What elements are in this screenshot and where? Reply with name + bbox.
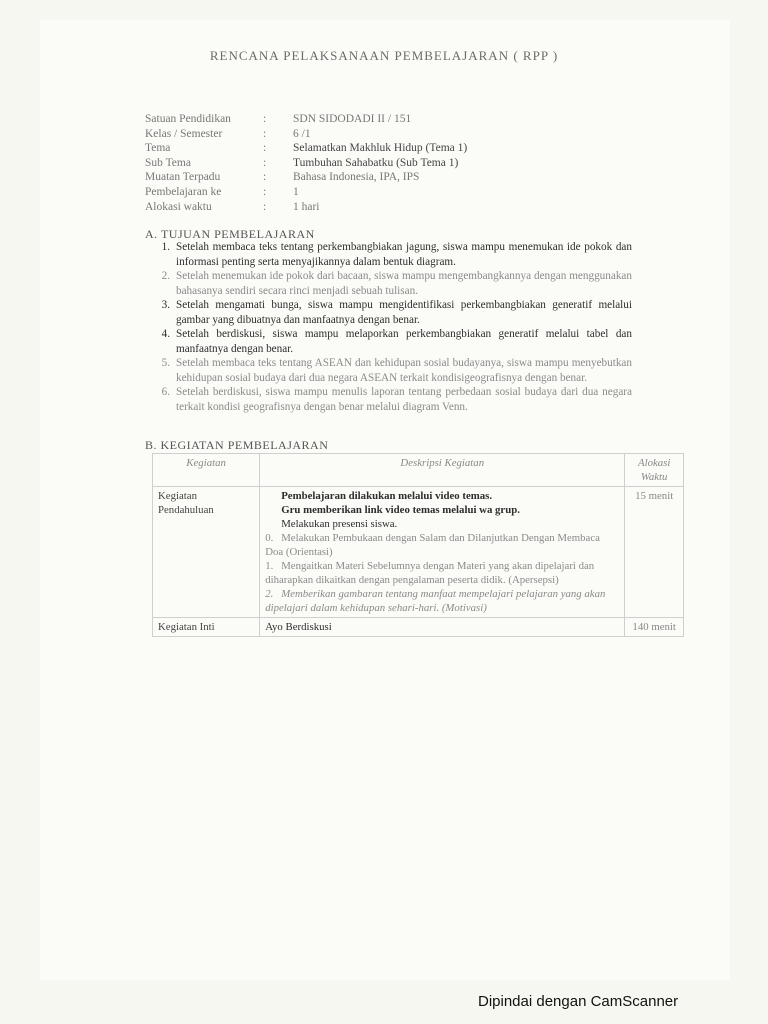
info-value: Selamatkan Makhluk Hidup (Tema 1) [293, 142, 468, 155]
info-label: Tema [145, 142, 171, 155]
info-row [145, 185, 553, 200]
item-text: Setelah membaca teks tentang ASEAN dan kehidupan sosial budayanya, siswa mampu menyebutkan kehidupan sosial budaya dari dua negara ASEAN terkait kondisigeografisnya dengan benar. [176, 357, 632, 384]
table-header-row [153, 454, 684, 487]
item-number: 5. [161, 357, 170, 369]
kegiatan-cell: Kegiatan Inti [153, 618, 260, 637]
info-row [145, 112, 553, 127]
info-colon: : [263, 127, 267, 140]
desc-line: Gru memberikan link video temas melalui wa grup. [281, 504, 520, 516]
info-value: SDN SIDODADI II / 151 [293, 113, 412, 125]
item-text: Memberikan gambaran tentang manfaat mempelajari pelajaran yang akan dipelajari dalam kehidupan sehari-hari. (Motivasi) [265, 588, 606, 614]
info-label: Satuan Pendidikan [145, 113, 231, 125]
item-number: 3. [161, 299, 170, 311]
item-number: 1. [265, 560, 274, 572]
item-text: Setelah mengamati bunga, siswa mampu mengidentifikasi perkembangbiakan generatif melalui gambar yang dibuatnya dan manfaatnya dengan benar. [176, 299, 632, 326]
item-text: Setelah berdiskusi, siswa mampu menulis laporan tentang perbedaan sosial budaya dari dua negara terkait kondisi geografisnya dengan benar melalui diagram Venn. [176, 386, 632, 413]
item-number: 6. [161, 386, 170, 398]
camscanner-watermark: Dipindai dengan CamScanner [478, 993, 679, 1010]
desc-item [265, 559, 619, 587]
info-label: Alokasi waktu [145, 200, 212, 213]
info-label: Pembelajaran ke [145, 185, 222, 198]
info-value: 1 hari [293, 200, 320, 213]
item-number: 1. [161, 241, 170, 253]
section-heading-kegiatan: B. KEGIATAN PEMBELAJARAN [145, 438, 329, 452]
desc-item [265, 587, 619, 615]
info-colon: : [263, 113, 267, 125]
list-item [150, 298, 632, 327]
item-text: Setelah menemukan ide pokok dari bacaan, siswa mampu mengembangkannya dengan menggunakan bahasanya sendiri secara rinci menjadi sebuah tulisan. [176, 270, 632, 297]
item-number: 2. [265, 588, 274, 600]
info-label: Muatan Terpadu [145, 171, 221, 184]
info-row [145, 156, 553, 171]
table-row [153, 618, 684, 637]
waktu-cell: 140 menit [625, 618, 684, 637]
info-row [145, 200, 553, 215]
desc-line: Pembelajaran dilakukan melalui video temas. [281, 490, 493, 502]
item-text: Mengaitkan Materi Sebelumnya dengan Materi yang akan dipelajari dan diharapkan dikaitkan dengan pengalaman peserta didik. (Apersepsi) [265, 560, 595, 586]
info-colon: : [263, 185, 267, 198]
list-item [150, 269, 632, 298]
info-colon: : [263, 142, 267, 155]
info-colon: : [263, 200, 267, 213]
header-deskripsi: Deskripsi Kegiatan [260, 454, 625, 487]
desc-line: Melakukan presensi siswa. [281, 518, 398, 530]
identity-block [145, 112, 553, 214]
info-label: Sub Tema [145, 156, 191, 169]
info-value: Bahasa Indonesia, IPA, IPS [293, 171, 420, 184]
list-item [150, 385, 632, 414]
document-title: RENCANA PELAKSANAAN PEMBELAJARAN ( RPP ) [209, 48, 559, 63]
header-kegiatan: Kegiatan [153, 454, 260, 487]
waktu-cell: 15 menit [625, 487, 684, 618]
table-row [153, 487, 684, 618]
section-heading-tujuan: A. TUJUAN PEMBELAJARAN [145, 227, 315, 241]
info-row [145, 170, 553, 185]
info-label: Kelas / Semester [145, 127, 223, 140]
deskripsi-cell: Ayo Berdiskusi [260, 618, 625, 637]
desc-item [265, 531, 619, 559]
list-item [150, 356, 632, 385]
list-item [150, 327, 632, 356]
item-number: 0. [265, 532, 274, 544]
item-text: Melakukan Pembukaan dengan Salam dan Dilanjutkan Dengan Membaca Doa (Orientasi) [265, 532, 600, 558]
activities-table [152, 453, 684, 637]
objectives-list [150, 240, 632, 414]
item-text: Setelah membaca teks tentang perkembangbiakan jagung, siswa mampu menemukan ide pokok dan informasi penting serta menyajikannya dalam bentuk diagram. [176, 241, 632, 268]
item-number: 4. [161, 328, 170, 340]
info-colon: : [263, 171, 267, 184]
info-colon: : [263, 156, 267, 169]
info-value: 1 [293, 185, 299, 198]
item-number: 2. [161, 270, 170, 282]
kegiatan-cell: Kegiatan Pendahuluan [153, 487, 260, 618]
item-text: Setelah berdiskusi, siswa mampu melaporkan perkembangbiakan generatif melalui tabel dan manfaatnya dengan benar. [176, 328, 632, 355]
info-value: Tumbuhan Sahabatku (Sub Tema 1) [293, 156, 459, 169]
deskripsi-cell [260, 487, 625, 618]
info-value: 6 /1 [293, 127, 311, 140]
list-item [150, 240, 632, 269]
header-alokasi: Alokasi Waktu [625, 454, 684, 487]
info-row [145, 141, 553, 156]
info-row [145, 127, 553, 142]
